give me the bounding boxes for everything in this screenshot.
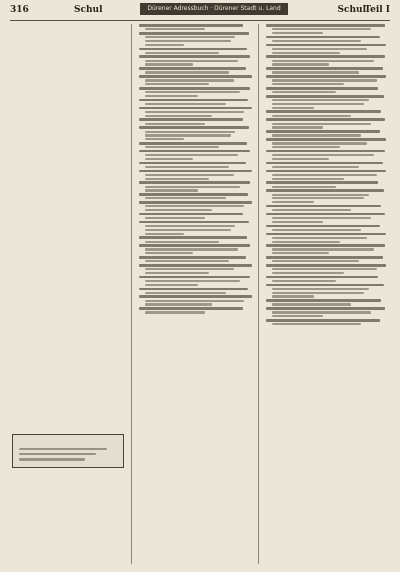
entry-text-line [272,60,374,62]
entry-text-line [266,67,383,70]
directory-entry [135,118,255,124]
entry-text-line [139,150,250,153]
directory-entry [262,189,390,203]
entry-text-line [139,244,250,247]
entry-text-line [139,295,252,298]
entry-text-line [272,91,336,93]
entry-text-line [145,52,219,54]
entry-text-line [139,118,243,121]
directory-entry [262,36,390,42]
entry-text-line [266,36,380,39]
directory-column-3 [262,24,390,564]
entry-text-line [145,292,226,294]
entry-text-line [266,150,385,153]
entry-text-line [145,111,244,113]
entry-text-line [145,71,229,73]
entry-text-line [266,75,386,78]
entry-text-line [139,193,248,196]
entry-text-line [272,71,359,73]
entry-text-line [139,126,249,129]
directory-entry [262,299,390,305]
advertisement-text-line [19,448,107,450]
directory-entry [135,126,255,140]
directory-entry [135,142,255,148]
entry-text-line [145,60,238,62]
entry-text-line [266,244,385,247]
entry-text-line [266,276,378,279]
entry-text-line [145,115,212,117]
directory-entry [135,181,255,191]
directory-entry [262,244,390,254]
directory-entry [262,276,390,282]
entry-text-line [145,44,184,46]
directory-entry [135,55,255,65]
entry-text-line [145,205,244,207]
keyword-right: Schul [337,5,366,15]
directory-entry [262,181,390,187]
directory-entry [262,162,390,168]
entry-text-line [272,83,344,85]
header-banner: Dürener Adressbuch · Dürener Stadt u. Land [140,3,288,15]
entry-text-line [139,162,246,165]
entry-text-line [272,166,359,168]
entry-text-line [272,237,367,239]
entry-text-line [272,209,351,211]
directory-entry [135,67,255,73]
entry-text-line [272,28,371,30]
entry-text-line [272,323,361,325]
entry-text-line [145,178,209,180]
entry-text-line [266,319,380,322]
entry-text-line [272,63,329,65]
entry-text-line [139,87,250,90]
entry-text-line [145,303,212,305]
directory-entry [262,44,390,54]
keyword-left: Schul [74,5,103,15]
entry-text-line [272,99,369,101]
entry-text-line [266,225,380,228]
directory-entry [262,67,390,73]
directory-column-2 [135,24,255,564]
entry-text-line [272,217,371,219]
directory-entry [262,170,390,180]
column-divider [131,24,132,564]
entry-text-line [139,107,252,110]
entry-text-line [266,95,384,98]
directory-entry [135,48,255,54]
entry-text-line [139,264,252,267]
entry-text-line [272,241,340,243]
entry-text-line [272,272,344,274]
directory-entry [262,319,390,325]
entry-text-line [266,44,386,47]
entry-text-line [139,221,249,224]
directory-entry [135,307,255,313]
advertisement-text-line [19,453,96,455]
entry-text-line [272,115,351,117]
entry-text-line [145,280,240,282]
entry-text-line [145,311,205,313]
entry-text-line [145,158,193,160]
directory-entry [135,99,255,105]
entry-text-line [266,181,378,184]
entry-text-line [145,79,234,81]
directory-entry [262,233,390,243]
entry-text-line [272,194,369,196]
entry-text-line [272,134,361,136]
entry-text-line [266,55,385,58]
entry-text-line [272,252,329,254]
entry-text-line [272,103,364,105]
entry-text-line [266,87,378,90]
entry-text-line [272,174,377,176]
entry-text-line [272,123,371,125]
entry-text-line [145,284,198,286]
entry-text-line [272,221,323,223]
directory-entry [262,24,390,34]
entry-text-line [139,142,247,145]
entry-text-line [145,241,219,243]
entry-text-line [272,260,359,262]
entry-text-line [139,32,249,35]
entry-text-line [145,189,198,191]
entry-text-line [145,197,226,199]
entry-text-line [145,166,229,168]
header-rule [10,20,390,21]
entry-text-line [145,260,229,262]
entry-text-line [139,181,250,184]
advertisement-box [12,434,124,468]
directory-entry [135,213,255,219]
entry-text-line [266,256,383,259]
directory-entry [135,288,255,294]
entry-text-line [145,268,234,270]
directory-entry [262,118,390,128]
directory-entry [135,107,255,117]
entry-text-line [272,229,361,231]
entry-text-line [266,307,385,310]
directory-entry [262,225,390,231]
entry-text-line [266,233,386,236]
directory-entry [262,256,390,262]
directory-entry [262,213,390,223]
directory-entry [262,87,390,93]
entry-text-line [139,288,248,291]
entry-text-line [272,311,371,313]
entry-text-line [272,32,323,34]
entry-text-line [139,256,246,259]
directory-entry [262,75,390,85]
entry-text-line [139,170,252,173]
directory-entry [135,264,255,274]
entry-text-line [145,91,240,93]
directory-entry [262,95,390,109]
entry-text-line [145,40,231,42]
entry-text-line [266,205,381,208]
directory-entry [135,162,255,168]
page-number: 316 [10,5,29,15]
directory-entry [135,24,255,30]
entry-text-line [145,272,209,274]
entry-text-line [266,284,384,287]
entry-text-line [266,118,385,121]
entry-text-line [272,146,340,148]
entry-text-line [272,40,361,42]
entry-text-line [145,229,231,231]
entry-text-line [139,24,243,27]
directory-entry [135,276,255,286]
entry-text-line [139,75,252,78]
entry-text-line [266,110,381,113]
entry-text-line [145,154,238,156]
entry-text-line [145,63,193,65]
directory-entry [135,221,255,235]
entry-text-line [272,268,377,270]
entry-text-line [272,201,314,203]
directory-entry [135,244,255,254]
directory-entry [262,284,390,298]
entry-text-line [272,186,336,188]
directory-entry [135,256,255,262]
entry-text-line [272,142,367,144]
entry-text-line [272,79,377,81]
entry-text-line [145,209,212,211]
advertisement-text-line [19,458,85,460]
entry-text-line [272,292,364,294]
directory-entry [262,55,390,65]
entry-text-line [145,233,184,235]
directory-entry [262,150,390,160]
entry-text-line [139,48,247,51]
entry-text-line [272,295,314,297]
entry-text-line [272,107,314,109]
directory-entry [262,307,390,317]
entry-text-line [272,248,374,250]
directory-entry [135,87,255,97]
entry-text-line [145,300,244,302]
entry-text-line [139,55,250,58]
entry-text-line [145,83,209,85]
entry-text-line [272,178,344,180]
entry-text-line [272,280,336,282]
entry-text-line [272,303,351,305]
entry-text-line [266,24,385,27]
directory-entry [262,264,390,274]
directory-entry [135,32,255,46]
entry-text-line [139,307,243,310]
entry-text-line [272,197,364,199]
directory-entry [135,193,255,199]
entry-text-line [266,264,386,267]
directory-entry [135,170,255,180]
entry-text-line [145,134,231,136]
entry-text-line [145,248,238,250]
entry-text-line [145,225,235,227]
entry-text-line [139,99,248,102]
entry-text-line [139,201,252,204]
entry-text-line [145,252,193,254]
directory-entry [262,138,390,148]
entry-text-line [145,103,226,105]
entry-text-line [272,154,374,156]
entry-text-line [139,67,246,70]
entry-text-line [272,52,340,54]
entry-text-line [145,131,235,133]
entry-text-line [145,95,198,97]
entry-text-line [145,217,205,219]
entry-text-line [145,28,205,30]
entry-text-line [266,138,386,141]
directory-entry [135,150,255,160]
entry-text-line [139,276,250,279]
entry-text-line [145,36,235,38]
entry-text-line [266,130,380,133]
entry-text-line [266,213,385,216]
section-label: Teil I [364,5,390,15]
directory-entry [262,205,390,211]
directory-entry [135,75,255,85]
entry-text-line [272,288,369,290]
directory-entry [135,295,255,305]
entry-text-line [139,213,243,216]
entry-text-line [272,315,323,317]
entry-text-line [266,299,381,302]
column-divider [258,24,259,564]
entry-text-line [266,170,386,173]
entry-text-line [145,138,184,140]
entry-text-line [145,123,205,125]
entry-text-line [272,48,367,50]
directory-entry [135,201,255,211]
entry-text-line [145,174,234,176]
entry-text-line [272,126,323,128]
directory-entry [135,236,255,242]
entry-text-line [145,146,219,148]
entry-text-line [139,236,247,239]
entry-text-line [272,158,329,160]
entry-text-line [145,186,240,188]
directory-column-1 [10,24,128,564]
entry-text-line [266,189,384,192]
directory-entry [262,110,390,116]
entry-text-line [266,162,383,165]
directory-entry [262,130,390,136]
